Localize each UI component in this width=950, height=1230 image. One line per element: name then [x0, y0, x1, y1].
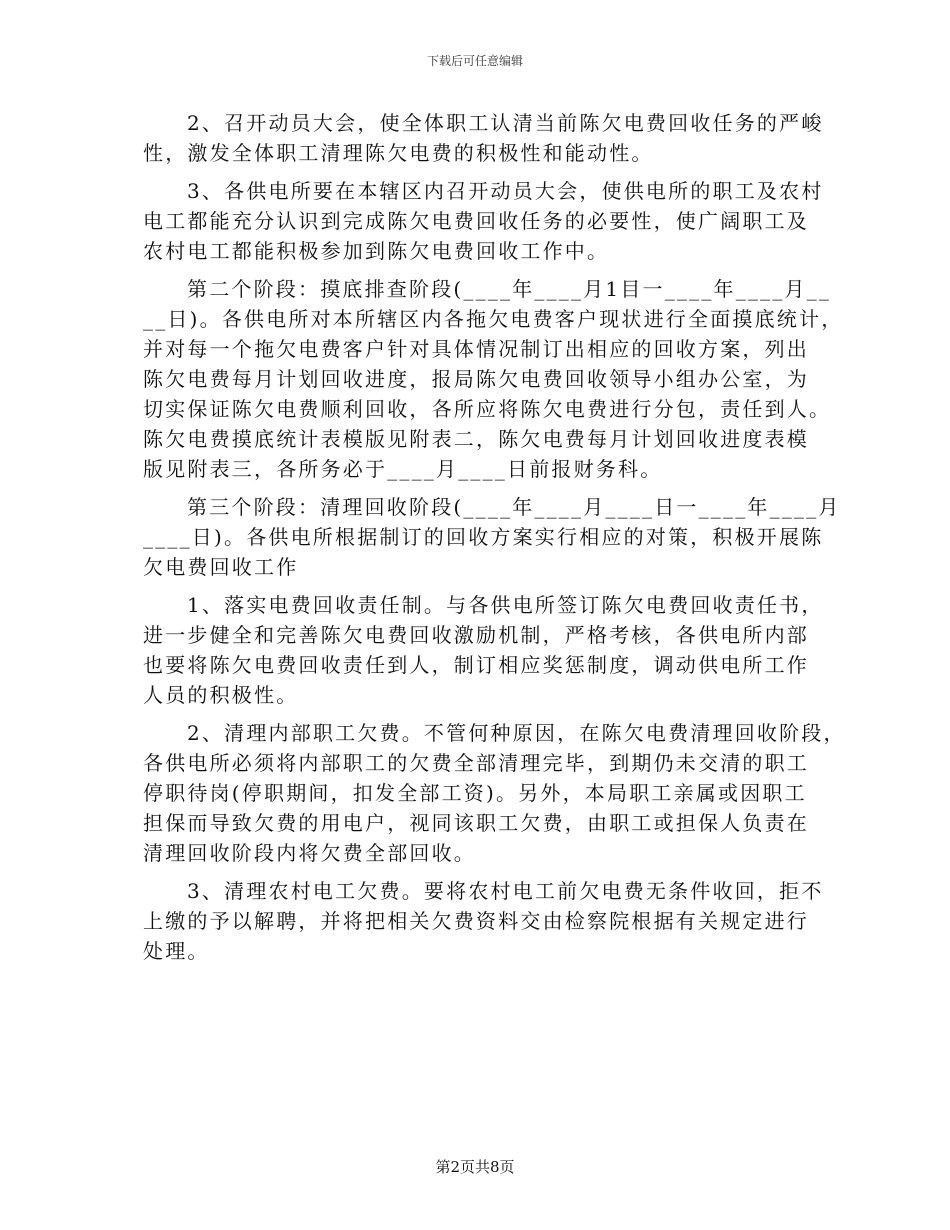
text-line: 版见附表三，各所务必于____月____日前报财务科。 [143, 457, 663, 481]
text-line: 3、各供电所要在本辖区内召开动员大会，使供电所的职工及农村 [187, 179, 824, 203]
text-line: 担保而导致欠费的用电户，视同该职工欠费，由职工或担保人负责在 [143, 811, 809, 835]
text-line: 第三个阶段：清理回收阶段(____年____月____日一____年____月 [187, 495, 841, 519]
paragraph [143, 176, 823, 266]
text-line: __日)。各供电所对本所辖区内各拖欠电费客户现状进行全面摸底统计， [143, 307, 844, 331]
text-line: 并对每一个拖欠电费客户针对具体情况制订出相应的回收方案，列出 [143, 337, 809, 361]
text-line: 性，激发全体职工清理陈欠电费的积极性和能动性。 [143, 141, 654, 165]
text-line: 2、召开动员大会，使全体职工认清当前陈欠电费回收任务的严峻 [187, 111, 824, 135]
document-body [143, 108, 846, 974]
text-line: 第二个阶段：摸底排查阶段(____年____月1目一____年____月__ [187, 277, 832, 301]
text-line: 也要将陈欠电费回收责任到人，制订相应奖惩制度，调动供电所工作 [143, 653, 809, 677]
text-line: 陈欠电费每月计划回收进度，报局陈欠电费回收领导小组办公室，为 [143, 367, 809, 391]
text-line: 切实保证陈欠电费顺利回收，各所应将陈欠电费进行分包，责任到人。 [143, 397, 832, 421]
header-note: 下载后可任意编辑 [426, 54, 523, 68]
text-line: 人员的积极性。 [143, 683, 299, 707]
text-line: 进一步健全和完善陈欠电费回收激励机制，严格考核，各供电所内部 [143, 623, 809, 647]
paragraph [143, 492, 841, 582]
text-line: 处理。 [143, 939, 210, 963]
text-line: 各供电所必须将内部职工的欠费全部清理完毕，到期仍未交清的职工 [143, 751, 809, 775]
text-line: 陈欠电费摸底统计表模版见附表二，陈欠电费每月计划回收进度表模 [143, 427, 809, 451]
paragraph [143, 718, 846, 868]
text-line: 3、清理农村电工欠费。要将农村电工前欠电费无条件收回，拒不 [187, 879, 824, 903]
text-line: 上缴的予以解聘，并将把相关欠费资料交由检察院根据有关规定进行 [143, 909, 809, 933]
text-line: 清理回收阶段内将欠费全部回收。 [143, 841, 476, 865]
text-line: 2、清理内部职工欠费。不管何种原因，在陈欠电费清理回收阶段， [187, 721, 846, 745]
paragraph [143, 274, 844, 484]
paragraph [143, 108, 823, 168]
text-line: 电工都能充分认识到完成陈欠电费回收任务的必要性，使广阔职工及 [143, 209, 809, 233]
text-line: 停职待岗(停职期间，扣发全部工资)。另外，本局职工亲属或因职工 [143, 781, 807, 805]
paragraph [143, 590, 823, 710]
page-number: 第2页共8页 [435, 1158, 515, 1176]
text-line: 欠电费回收工作 [143, 555, 299, 579]
text-line: 1、落实电费回收责任制。与各供电所签订陈欠电费回收责任书， [187, 593, 824, 617]
text-line: ____日)。各供电所根据制订的回收方案实行相应的对策，积极开展陈 [143, 525, 824, 549]
paragraph [143, 876, 823, 966]
text-line: 农村电工都能积极参加到陈欠电费回收工作中。 [143, 239, 610, 263]
